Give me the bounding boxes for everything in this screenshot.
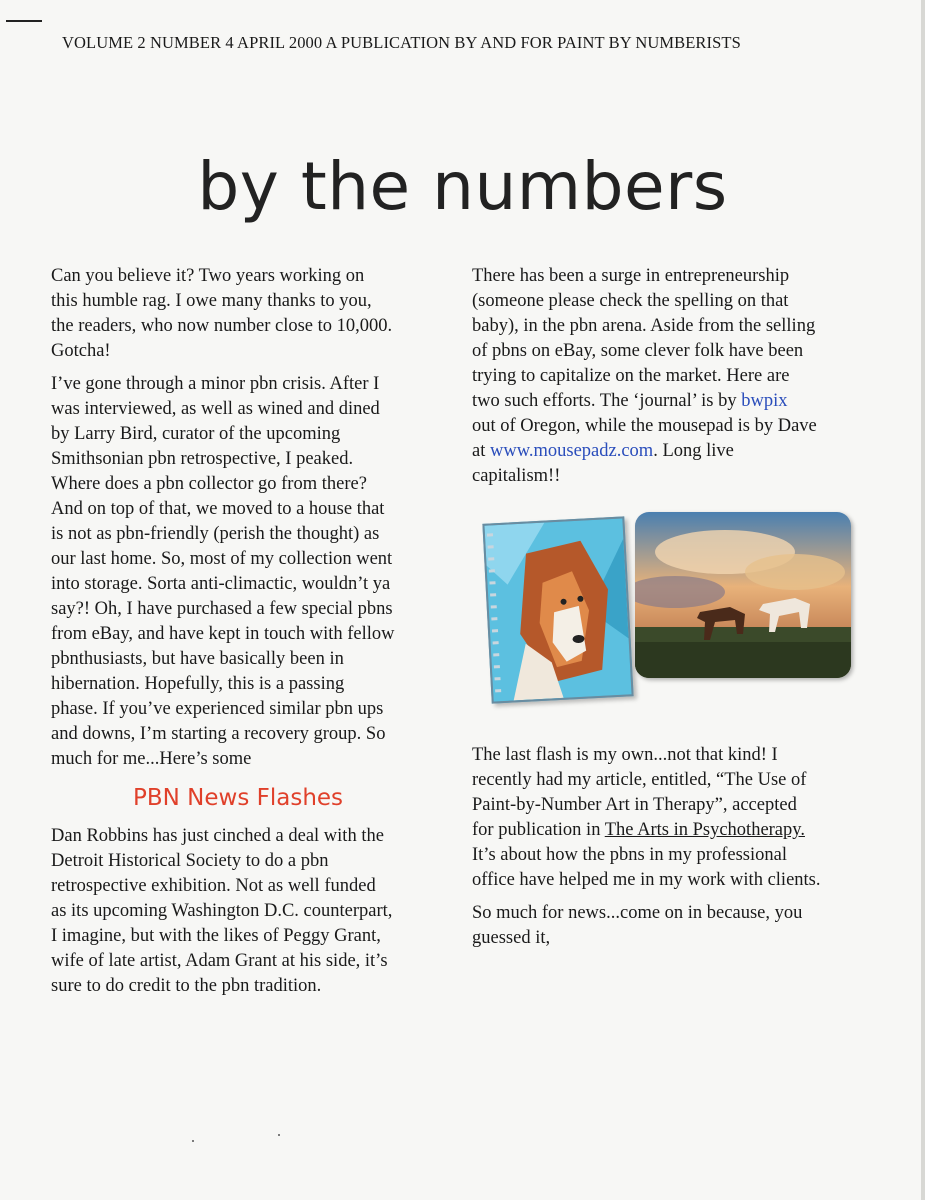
- text-fragment: for publication in: [472, 820, 605, 840]
- closing-paragraph: [472, 901, 882, 951]
- entrepreneur-paragraph: [472, 264, 882, 489]
- masthead-title: by the numbers: [197, 148, 728, 225]
- intro-paragraph: [51, 264, 451, 364]
- text-line: office have helped me in my work with clients.: [472, 870, 821, 890]
- text-line: Smithsonian pbn retrospective, I peaked.: [51, 449, 354, 469]
- scan-speck: [278, 1134, 280, 1136]
- text-line: I imagine, but with the likes of Peggy Grant,: [51, 926, 381, 946]
- left-column: [51, 264, 451, 1007]
- text-line: from eBay, and have kept in touch with fellow: [51, 624, 395, 644]
- crisis-paragraph: [51, 372, 451, 772]
- news-paragraph: [51, 824, 451, 999]
- text-line: was interviewed, as well as wined and dined: [51, 399, 380, 419]
- collie-journal-image: [482, 516, 633, 703]
- text-line: It’s about how the pbns in my professional: [472, 845, 787, 865]
- text-line: Paint-by-Number Art in Therapy”, accepted: [472, 795, 797, 815]
- text-line: The last flash is my own...not that kind! I: [472, 745, 778, 765]
- text-line: capitalism!!: [472, 466, 561, 486]
- text-line: phase. If you’ve experienced similar pbn ups: [51, 699, 384, 719]
- text-line: and downs, I’m starting a recovery group. So: [51, 724, 386, 744]
- text-fragment: at: [472, 441, 490, 461]
- text-line: pbnthusiasts, but have basically been in: [51, 649, 344, 669]
- text-line: by Larry Bird, curator of the upcoming: [51, 424, 341, 444]
- product-photos: [483, 508, 858, 698]
- text-line: the readers, who now number close to 10,000.: [51, 316, 393, 336]
- news-flashes-heading: PBN News Flashes: [133, 785, 344, 811]
- text-line: sure to do credit to the pbn tradition.: [51, 976, 322, 996]
- text-line: recently had my article, entitled, “The Use of: [472, 770, 807, 790]
- right-column: [472, 264, 882, 497]
- text-line: our last home. So, most of my collection went: [51, 549, 393, 569]
- text-line: retrospective exhibition. Not as well funded: [51, 876, 376, 896]
- text-line: Detroit Historical Society to do a pbn: [51, 851, 329, 871]
- text-line: There has been a surge in entrepreneurship: [472, 266, 790, 286]
- text-line: Dan Robbins has just cinched a deal with the: [51, 826, 384, 846]
- text-line: (someone please check the spelling on that: [472, 291, 789, 311]
- text-line: is not as pbn-friendly (perish the thought) as: [51, 524, 380, 544]
- bwpix-link[interactable]: bwpix: [741, 391, 788, 411]
- text-line: Where does a pbn collector go from there?: [51, 474, 367, 494]
- text-line: [472, 818, 882, 843]
- text-line: [472, 389, 882, 414]
- text-line: Gotcha!: [51, 341, 111, 361]
- text-line: as its upcoming Washington D.C. counterpart,: [51, 901, 393, 921]
- text-line: [472, 439, 882, 464]
- right-column-lower: [472, 743, 882, 959]
- last-flash-paragraph: [472, 743, 882, 893]
- text-line: So much for news...come on in because, you: [472, 903, 803, 923]
- text-line: into storage. Sorta anti-climactic, wouldn’t ya: [51, 574, 391, 594]
- text-line: trying to capitalize on the market. Here are: [472, 366, 790, 386]
- text-line: And on top of that, we moved to a house that: [51, 499, 385, 519]
- text-line: wife of late artist, Adam Grant at his side, it’s: [51, 951, 388, 971]
- text-line: say?! Oh, I have purchased a few special pbns: [51, 599, 393, 619]
- text-line: Can you believe it? Two years working on: [51, 266, 365, 286]
- text-line: much for me...Here’s some: [51, 749, 252, 769]
- text-line: guessed it,: [472, 928, 551, 948]
- text-line: of pbns on eBay, some clever folk have been: [472, 341, 804, 361]
- text-line: out of Oregon, while the mousepad is by Dave: [472, 416, 817, 436]
- horses-mousepad-image: [635, 512, 851, 678]
- scan-speck: [192, 1140, 194, 1142]
- dateline: VOLUME 2 NUMBER 4 APRIL 2000 A PUBLICATION BY AND FOR PAINT BY NUMBERISTS: [62, 33, 741, 52]
- mousepadz-link[interactable]: www.mousepadz.com: [489, 441, 654, 461]
- text-line: hibernation. Hopefully, this is a passing: [51, 674, 345, 694]
- text-fragment: . Long live: [653, 441, 734, 461]
- text-line: baby), in the pbn arena. Aside from the selling: [472, 316, 816, 336]
- text-line: this humble rag. I owe many thanks to you,: [51, 291, 372, 311]
- text-line: I’ve gone through a minor pbn crisis. After I: [51, 374, 380, 394]
- publication-title: The Arts in Psychotherapy.: [604, 820, 805, 840]
- text-fragment: two such efforts. The ‘journal’ is by: [472, 391, 742, 411]
- scan-mark: [6, 20, 42, 22]
